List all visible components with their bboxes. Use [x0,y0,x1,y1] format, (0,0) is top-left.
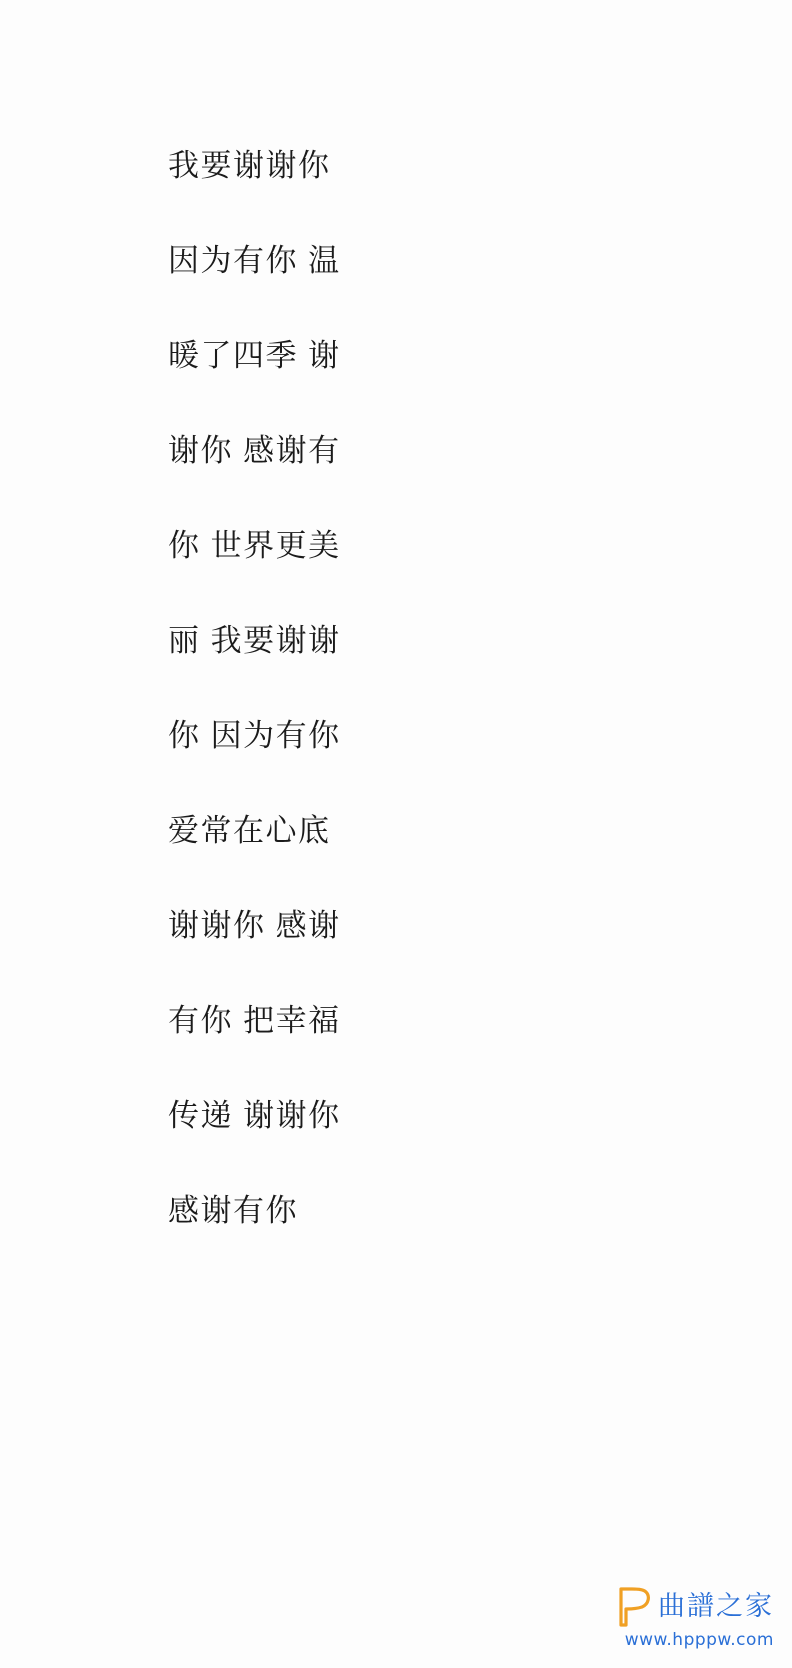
lyric-line: 感谢有你 [168,1193,298,1228]
qupu-flag-icon [618,1587,652,1627]
watermark-top [618,1587,774,1627]
lyric-line: 因为有你 温 [168,243,341,278]
watermark [618,1587,774,1650]
lyric-line: 你 因为有你 [168,718,341,753]
lyric-line: 你 世界更美 [168,528,341,563]
lyric-line: 有你 把幸福 [168,1003,341,1038]
lyric-line: 谢谢你 感谢 [168,908,341,943]
lyrics-block [168,150,588,1226]
lyric-line: 爱常在心底 [168,813,331,848]
lyric-line: 丽 我要谢谢 [168,623,341,658]
lyric-line: 传递 谢谢你 [168,1098,341,1133]
watermark-title: 曲譜之家 [658,1591,774,1623]
lyric-line: 暖了四季 谢 [168,338,341,373]
lyric-line: 谢你 感谢有 [168,433,341,468]
lyric-line: 我要谢谢你 [168,148,331,183]
watermark-url: www.hpppw.com [624,1630,774,1651]
